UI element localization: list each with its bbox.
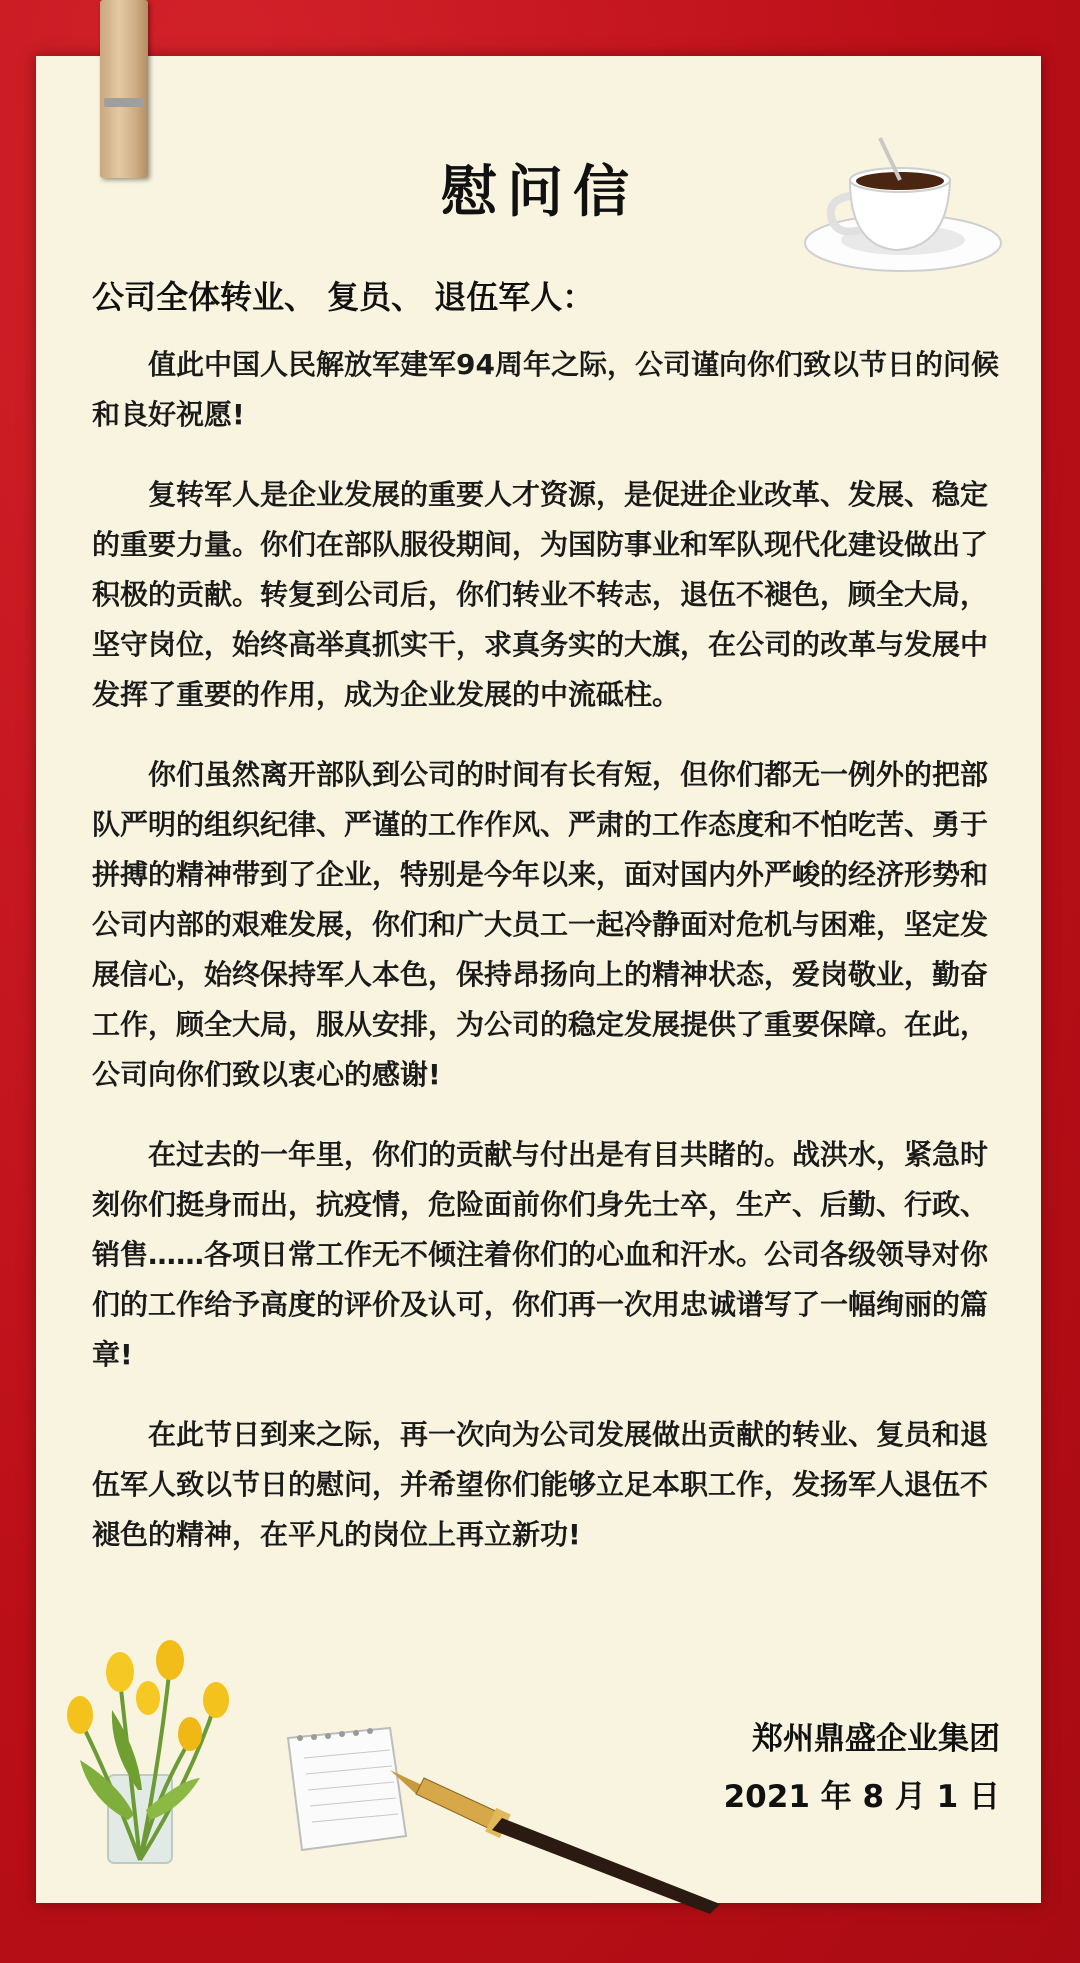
letter-paragraph: 复转军人是企业发展的重要人才资源，是促进企业改革、发展、稳定的重要力量。你们在部队服役期间，为国防事业和军队现代化建设做出了积极的贡献。转复到公司后，你们转业不转志，退伍不褪色，顾全大局，坚守岗位，始终高举真抓实干，求真务实的大旗，在公司的改革与发展中发挥了重要的作用，成为企业发展的中流砥柱。 xyxy=(92,478,989,711)
letter-paragraph: 你们虽然离开部队到公司的时间有长有短，但你们都无一例外的把部队严明的组织纪律、严谨的工作作风、严肃的工作态度和不怕吃苦、勇于拼搏的精神带到了企业，特别是今年以来，面对国内外严峻的经济形势和公司内部的艰难发展，你们和广大员工一起冷静面对危机与困难，坚定发展信心，始终保持军人本色，保持昂扬向上的精神状态，爱岗敬业，勤奋工作，顾全大局，服从安排，为公司的稳定发展提供了重要保障。在此，公司向你们致以衷心的感谢! xyxy=(92,758,989,1091)
fountain-pen-icon xyxy=(390,1764,730,1914)
letter-paragraph: 在此节日到来之际，再一次向为公司发展做出贡献的转业、复员和退伍军人致以节日的慰问，并希望你们能够立足本职工作，发扬军人退伍不褪色的精神，在平凡的岗位上再立新功! xyxy=(92,1418,989,1551)
signature-block xyxy=(724,1710,1000,1826)
letter-body xyxy=(92,340,1004,1590)
tulip-vase-icon xyxy=(50,1610,250,1870)
letter-paragraph: 在过去的一年里，你们的贡献与付出是有目共睹的。战洪水，紧急时刻你们挺身而出，抗疫情，危险面前你们身先士卒，生产、后勤、行政、销售……各项日常工作无不倾注着你们的心血和汗水。公司各级领导对你们的工作给予高度的评价及认可，你们再一次用忠诚谱写了一幅绚丽的篇章! xyxy=(92,1138,989,1371)
letter-salutation: 公司全体转业、 复员、 退伍军人： xyxy=(92,278,595,316)
signature-date: 2021 年 8 月 1 日 xyxy=(723,1779,1000,1815)
signature-organization: 郑州鼎盛企业集团 xyxy=(752,1721,1000,1757)
letter-paragraph: 值此中国人民解放军建军94周年之际，公司谨向你们致以节日的问候和良好祝愿! xyxy=(92,348,999,431)
letter-title: 慰问信 xyxy=(441,160,639,225)
